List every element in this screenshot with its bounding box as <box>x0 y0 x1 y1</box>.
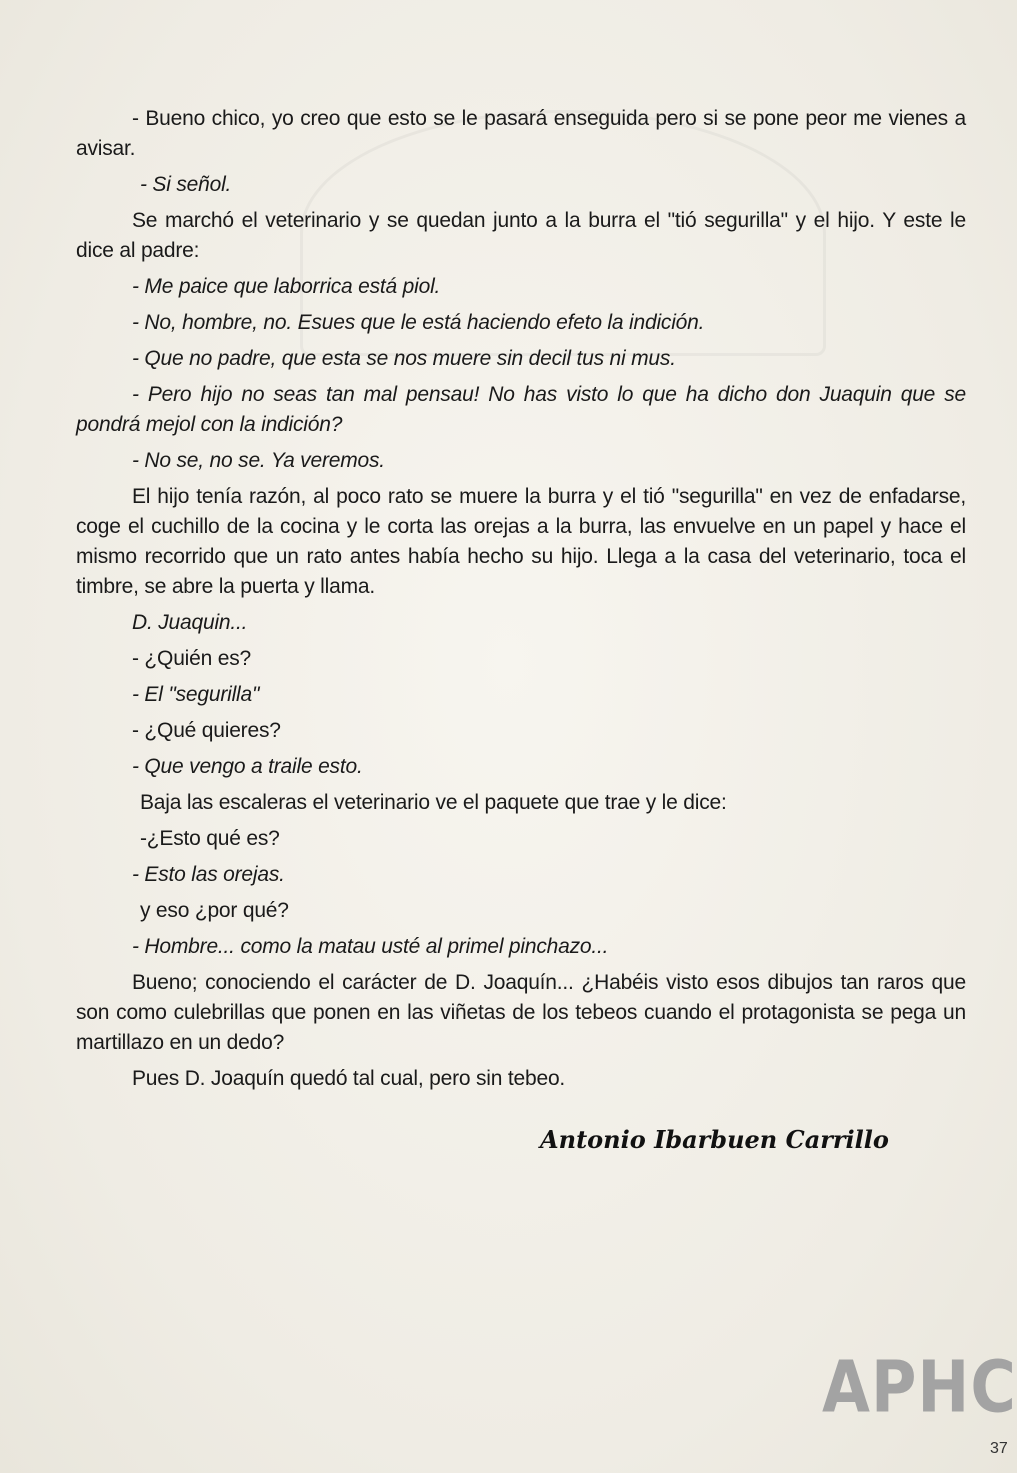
text-paragraph: - Si señol. <box>140 173 232 196</box>
page-number: 37 <box>990 1440 1008 1457</box>
text-paragraph: - ¿Qué quieres? <box>132 719 281 742</box>
text-paragraph: - El "segurilla" <box>132 683 260 706</box>
text-paragraph: - Que vengo a traile esto. <box>132 755 363 778</box>
text-paragraph: - ¿Quién es? <box>132 647 251 670</box>
text-paragraph: Baja las escaleras el veterinario ve el paquete que trae y le dice: <box>140 791 727 814</box>
text-paragraph: Se marchó el veterinario y se quedan junto a la burra el "tió segurilla" y el hijo. Y este le dice al padre: <box>76 209 966 262</box>
story-text <box>76 104 966 1100</box>
text-paragraph: y eso ¿por qué? <box>140 899 289 922</box>
text-paragraph: - No se, no se. Ya veremos. <box>132 449 385 472</box>
text-paragraph: - No, hombre, no. Esues que le está haciendo efeto la indición. <box>132 311 705 334</box>
text-paragraph: - Hombre... como la matau usté al primel pinchazo... <box>132 935 609 958</box>
text-paragraph: Bueno; conociendo el carácter de D. Joaquín... ¿Habéis visto esos dibujos tan raros que son como culebrillas que ponen en las viñetas de los tebeos cuando el protagonista se pega un martillazo en un dedo? <box>76 971 966 1054</box>
text-paragraph: Pues D. Joaquín quedó tal cual, pero sin tebeo. <box>132 1067 566 1090</box>
text-paragraph: D. Juaquin... <box>132 611 248 634</box>
text-paragraph: -¿Esto qué es? <box>140 827 280 850</box>
text-paragraph: - Esto las orejas. <box>132 863 285 886</box>
text-paragraph: - Me paice que laborrica está piol. <box>132 275 441 298</box>
text-paragraph: El hijo tenía razón, al poco rato se muere la burra y el tió "segurilla" en vez de enfadarse, coge el cuchillo de la cocina y le corta las orejas a la burra, las envuelve en un papel y hace el mismo recorrido que un rato antes había hecho su hijo. Llega a la casa del veterinario, toca el timbre, se abre la puerta y llama. <box>76 485 966 598</box>
text-paragraph: - Pero hijo no seas tan mal pensau! No has visto lo que ha dicho don Juaquin que se pondrá mejol con la indición? <box>76 383 966 436</box>
text-paragraph: - Que no padre, que esta se nos muere sin decil tus ni mus. <box>132 347 676 370</box>
author-signature: Antonio Ibarbuen Carrillo <box>540 1125 889 1154</box>
archive-stamp: APHC <box>822 1345 1017 1429</box>
text-paragraph: - Bueno chico, yo creo que esto se le pasará enseguida pero si se pone peor me vienes a avisar. <box>76 107 966 160</box>
